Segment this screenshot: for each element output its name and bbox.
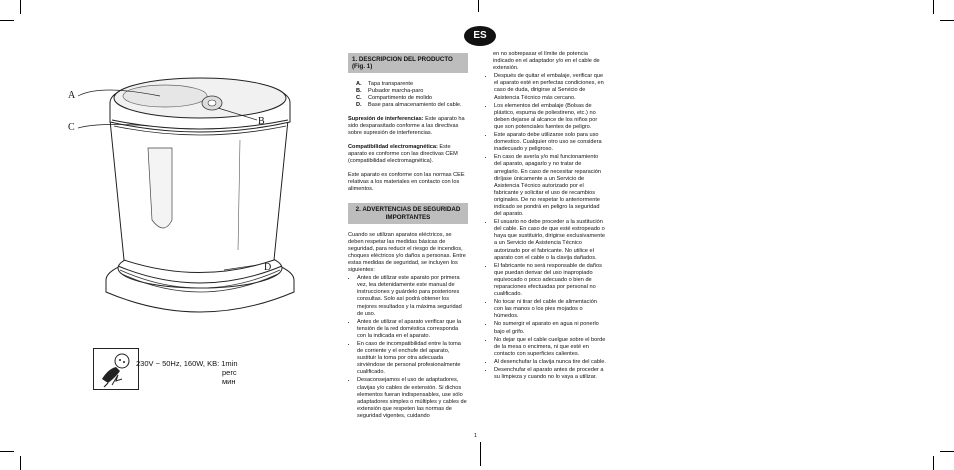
list-item: • Después de quitar el embalaje, verificar que el aparato esté en perfectas condiciones, en caso de duda, dirigirse al Servicio de Asistencia Técnico más cercano.: [494, 73, 607, 101]
list-item: • Antes de utilizar este aparato por primera vez, lea detenidamente este manual de instrucciones y guárdelo para posteriores consultas. Solo así podrá obtener los mejores resultados y la máxima seguridad de uso.: [357, 275, 468, 318]
list-item: • No tocar ni tirar del cable de alimentación con las manos o los pies mojados o húmedos.: [494, 299, 607, 320]
interference-paragraph: Supresión de interferencias: Este aparato ha sido desparasitado conforme a las directivas sobre supresión de interferencias.: [348, 115, 465, 136]
continuation-text: en no sobrepasar el límite de potencia indicado en el adaptador y/o en el cable de extensión.: [493, 51, 600, 72]
spec-line-2: perc: [222, 368, 237, 377]
safety-list-1: [348, 275, 468, 420]
fold-line: [480, 442, 481, 466]
safety-intro: Cuando se utilizan aparatos eléctricos, se deben respetar las medidas básicas de seguridad, para reducir el riesgo de incendios, choques eléctricos y/o daños a personas. Entre estas medidas de seguridad, se incluyen los siguientes:: [348, 231, 466, 274]
page-number: 1: [474, 433, 478, 439]
list-item: • El fabricante no será responsable de daños que puedan derivar del uso inapropiado equivocado o poco adecuado o bien de reparaciones efectuadas por personal no cualificado.: [494, 263, 607, 298]
list-item: • Los elementos del embalaje (Bolsas de plástico, espuma de poliestireno, etc.) no deben dejarse al alcance de los niños por que son potenciales fuentes de peligro.: [494, 103, 607, 131]
list-item: • Antes de utilizar el aparato verificar que la tensión de la red doméstica corresponda con la indicada en el aparato.: [357, 319, 468, 340]
label-c: C: [68, 122, 75, 133]
plug-warning-box: [93, 348, 139, 390]
coffee-grinder-illustration: [60, 70, 300, 330]
list-item: • El usuario no debe proceder a la sustitución del cable. En caso de que esté estropeado o haya que sustituirlo, dirigirse exclusivamente a un Servicio de Asistencia Técnico autorizado por el fabricante. No utilice el aparato con el cable o la clavija dañados.: [494, 219, 607, 262]
column-2: [485, 51, 607, 382]
list-item: A. Tapa transparente: [356, 81, 414, 88]
spec-line-1: 230V ~ 50Hz, 160W, KB: 1min: [136, 359, 238, 368]
crop-mark: [20, 456, 21, 470]
label-b: B: [258, 116, 265, 127]
parts-list: [348, 81, 468, 109]
label-d: D: [264, 262, 272, 273]
list-item: • En caso de incompatibilidad entre la toma de corriente y el enchufe del aparato, sustituir la toma por otra adecuada sirviéndose de personal profesionalmente cualificado.: [357, 341, 468, 376]
crop-mark: [940, 20, 954, 21]
list-item: • Desenchufar el aparato antes de proceder a su limpieza y cuando no lo vaya a utilizar.: [494, 367, 607, 381]
section-1-heading: 1. DESCRIPCION DEL PRODUCTO (Fig. 1): [348, 53, 468, 73]
crop-mark: [0, 451, 14, 452]
language-badge: ES: [464, 26, 496, 46]
product-figure: [60, 70, 300, 330]
label-a: A: [68, 90, 76, 101]
crop-mark: [478, 0, 479, 12]
crop-mark: [940, 451, 954, 452]
list-item: D. Base para almacenamiento del cable.: [356, 102, 462, 109]
spec-line-3: мин: [222, 377, 236, 386]
emc-paragraph: Compatibilidad electromagnética: Este aparato es conforme con las directivas CEM (compatibilidad electromagnética).: [348, 143, 458, 165]
list-item: • No sumergir el aparato en agua ni ponerlo bajo el grifo.: [494, 321, 607, 335]
unplug-icon: [94, 349, 138, 389]
list-item: • Al desenchufar la clavija nunca tire del cable.: [494, 359, 607, 366]
list-item: B. Pulsador marcha-paro: [356, 88, 424, 95]
crop-mark: [20, 0, 21, 14]
list-item: • No dejar que el cable cuelgue sobre el borde de la mesa o encimera, ni que esté en contacto con superficies calientes.: [494, 337, 607, 358]
cee-paragraph: Este aparato es conforme con las normas CEE relativas a los materiales en contacto con los alimentos.: [348, 172, 465, 193]
crop-mark: [933, 456, 934, 470]
crop-mark: [933, 0, 934, 14]
column-1: [348, 53, 468, 421]
list-item: • En caso de avería y/o mal funcionamiento del aparato, apagarlo y no tratar de arreglarlo. En caso de necesitar reparación diríjase únicamente a un Servicio de Asistencia Técnico autorizado por el fabricante y solicitar el uso de recambios originales. De no respetar lo anteriormente indicado se pondrá en peligro la seguridad del aparato.: [494, 154, 607, 218]
crop-mark: [0, 20, 14, 21]
safety-list-2: [485, 73, 607, 381]
list-item: • Desaconsejamos el uso de adaptadores, clavijas y/o cables de extensión. Si dichos elementos fueran indispensables, use sólo adaptadores simples o múltiples y cables de extensión que respeten las normas de seguridad vigentes, cuidando: [357, 377, 468, 420]
power-spec: [136, 359, 256, 386]
list-item: C. Compartimento de molido: [356, 95, 433, 102]
section-2-heading: 2. ADVERTENCIAS DE SEGURIDAD IMPORTANTES: [348, 203, 468, 223]
list-item: • Este aparato debe utilizarse solo para uso domestico. Cualquier otro uso se considera inadecuado y peligroso.: [494, 132, 607, 153]
